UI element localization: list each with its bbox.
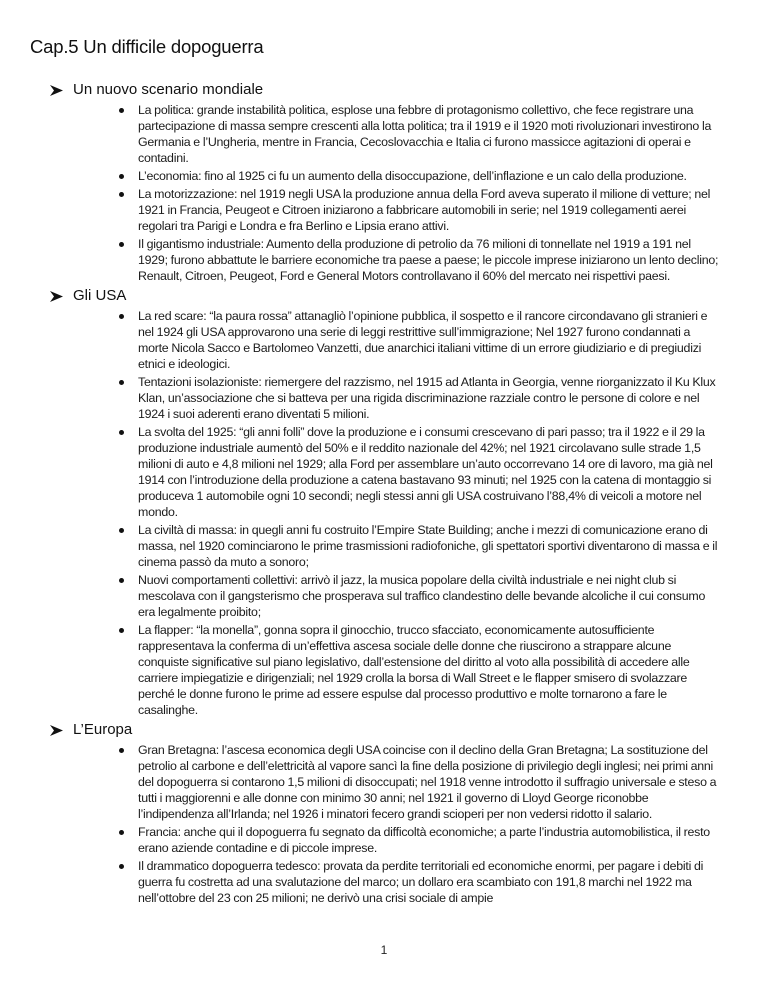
list-item: [138, 824, 723, 856]
bullet-dot-icon: [119, 830, 124, 835]
list-item: [138, 522, 723, 570]
section-heading-label: Gli USA: [73, 287, 127, 304]
arrow-bullet-icon: [50, 720, 64, 740]
bullet-list: [0, 742, 768, 906]
list-item: [138, 742, 723, 822]
list-item: [138, 168, 723, 184]
list-item: [138, 572, 723, 620]
list-item: [138, 622, 723, 718]
list-item: [138, 186, 723, 234]
arrow-bullet-icon: [50, 286, 64, 306]
list-item-text: La svolta del 1925: “gli anni folli” dove la produzione e i consumi crescevano di pari passo; tra il 1922 e il 29 la produzione industriale aumentò del 50% e il reddito nazionale del 42%; nel 1921 circolavano sulle strade 1,5 milioni di auto e 4,8 milioni nel 1929; alla Ford per assemblare un’auto occorrevano 14 ore di lavoro, ma già nel 1914 con l’introduzione della produzione a catena bastavano 93 minuti; nel 1925 con la catena di montaggio si produceva 1 automobile ogni 10 secondi; negli stessi anni gli USA costruivano l’88,4% di veicoli a motore nel mondo.: [138, 425, 713, 519]
list-item-text: La politica: grande instabilità politica, esplose una febbre di protagonismo collettivo, che fece registrare una partecipazione di massa sempre crescenti alla lotta politica; tra il 1919 e il 1920 moti rivoluzionari investirono la Germania e l’Ungheria, mentre in Francia, Cecoslovacchia e Italia ci furono massicce agitazioni di operai e contadini.: [138, 103, 712, 165]
section-heading: [50, 80, 768, 100]
page-number: 1: [380, 943, 388, 957]
section-heading: [50, 720, 768, 740]
bullet-dot-icon: [119, 380, 124, 385]
bullet-dot-icon: [119, 748, 124, 753]
section-heading: [50, 286, 768, 306]
bullet-list: [0, 102, 768, 284]
list-item: [138, 374, 723, 422]
list-item-text: L’economia: fino al 1925 ci fu un aumento della disoccupazione, dell’inflazione e un calo della produzione.: [138, 169, 687, 183]
section-nuovo-scenario-mondiale: [0, 80, 768, 284]
bullet-list: [0, 308, 768, 718]
bullet-dot-icon: [119, 108, 124, 113]
list-item: [138, 424, 723, 520]
list-item-text: La motorizzazione: nel 1919 negli USA la produzione annua della Ford aveva superato il milione di vetture; nel 1921 in Francia, Peugeot e Citroen iniziarono a fabbricare automobili in serie; nel 1919 collegamenti aerei regolari tra Parigi e Londra e fra Berlino e Lipsia erano attivi.: [138, 187, 711, 233]
list-item: [138, 308, 723, 372]
list-item-text: La civiltà di massa: in quegli anni fu costruito l’Empire State Building; anche i mezzi di comunicazione erano di massa, nel 1920 cominciarono le prime trasmissioni radiofoniche, gli spettatori sportivi diventarono di massa e il cinema passò da muto a sonoro;: [138, 523, 718, 569]
arrow-bullet-icon: [50, 80, 64, 100]
section-heading-label: Un nuovo scenario mondiale: [73, 81, 264, 98]
bullet-dot-icon: [119, 578, 124, 583]
section-heading-label: L’Europa: [73, 721, 133, 738]
bullet-dot-icon: [119, 528, 124, 533]
list-item: [138, 236, 723, 284]
list-item-text: Nuovi comportamenti collettivi: arrivò il jazz, la musica popolare della civiltà industriale e nei night club si mescolava con il gangsterismo che prosperava sul traffico clandestino delle bevande alcoliche il cui consumo era legalmente proibito;: [138, 573, 706, 619]
section-gli-usa: [0, 286, 768, 718]
list-item-text: Francia: anche qui il dopoguerra fu segnato da difficoltà economiche; a parte l’industria automobilistica, il resto erano aziende contadine e di piccole imprese.: [138, 825, 710, 855]
list-item-text: Tentazioni isolazioniste: riemergere del razzismo, nel 1915 ad Atlanta in Georgia, venne riorganizzato il Ku Klux Klan, un’associazione che si batteva per una rigida discriminazione razziale contro le persone di colore e nel 1924 i suoi aderenti erano diventati 5 milioni.: [138, 375, 716, 421]
bullet-dot-icon: [119, 628, 124, 633]
document-body: [0, 80, 768, 908]
list-item-text: La flapper: “la monella”, gonna sopra il ginocchio, trucco sfacciato, economicamente autosufficiente rappresentava la conferma di un’effettiva ascesa sociale delle donne che riuscirono a strappare alcune conquiste significative sul piano legislativo, dall’estensione del diritto al voto alla possibilità di accedere alle carriere impiegatizie e dirigenziali; nel 1929 crolla la borsa di Wall Street e le flapper smisero di svolazzare perché le donne furono le prime ad essere espulse dal processo produttivo e molte tornarono a fare le casalinghe.: [138, 623, 690, 717]
bullet-dot-icon: [119, 314, 124, 319]
list-item-text: Il drammatico dopoguerra tedesco: provata da perdite territoriali ed economiche enormi, per pagare i debiti di guerra fu costretta ad una svalutazione del marco; un dollaro era scambiato con 191,8 marchi nel 1922 ma nell’ottobre del 23 con 25 milioni; ne derivò una crisi sociale di ampie: [138, 859, 704, 905]
list-item-text: Gran Bretagna: l’ascesa economica degli USA coincise con il declino della Gran Bretagna; La sostituzione del petrolio al carbone e dell’elettricità al vapore sancì la fine della posizione di privilegio degli inglesi; nei primi anni del dopoguerra si contarono 1,5 milioni di disoccupati; nel 1918 venne introdotto il suffragio universale e steso a tutti i maggiorenni e alle donne con minimo 30 anni; nel 1921 il governo di Lloyd George riconobbe l’indipendenza all’Irlanda; nel 1926 i minatori fecero grandi scioperi per non vedersi ridotto il salario.: [138, 743, 717, 821]
bullet-dot-icon: [119, 174, 124, 179]
page-title: Cap.5 Un difficile dopoguerra: [30, 36, 264, 57]
list-item: [138, 102, 723, 166]
section-l-europa: [0, 720, 768, 906]
bullet-dot-icon: [119, 192, 124, 197]
bullet-dot-icon: [119, 242, 124, 247]
list-item: [138, 858, 723, 906]
bullet-dot-icon: [119, 864, 124, 869]
bullet-dot-icon: [119, 430, 124, 435]
list-item-text: La red scare: “la paura rossa” attanagliò l’opinione pubblica, il sospetto e il rancore circondavano gli stranieri e nel 1924 gli USA approvarono una serie di leggi restrittive sull’immigrazione; Nel 1927 furono condannati a morte Nicola Sacco e Bartolomeo Vanzetti, due anarchici italiani vittime di un errore giudiziario e di pregiudizi etnici e ideologici.: [138, 309, 708, 371]
list-item-text: Il gigantismo industriale: Aumento della produzione di petrolio da 76 milioni di tonnellate nel 1919 a 191 nel 1929; furono abbattute le barriere economiche tra paese a paese; le piccole imprese iniziarono un lento declino; Renault, Citroen, Peugeot, Ford e General Motors controllavano il 60% del mercato nei rispettivi paesi.: [138, 237, 719, 283]
